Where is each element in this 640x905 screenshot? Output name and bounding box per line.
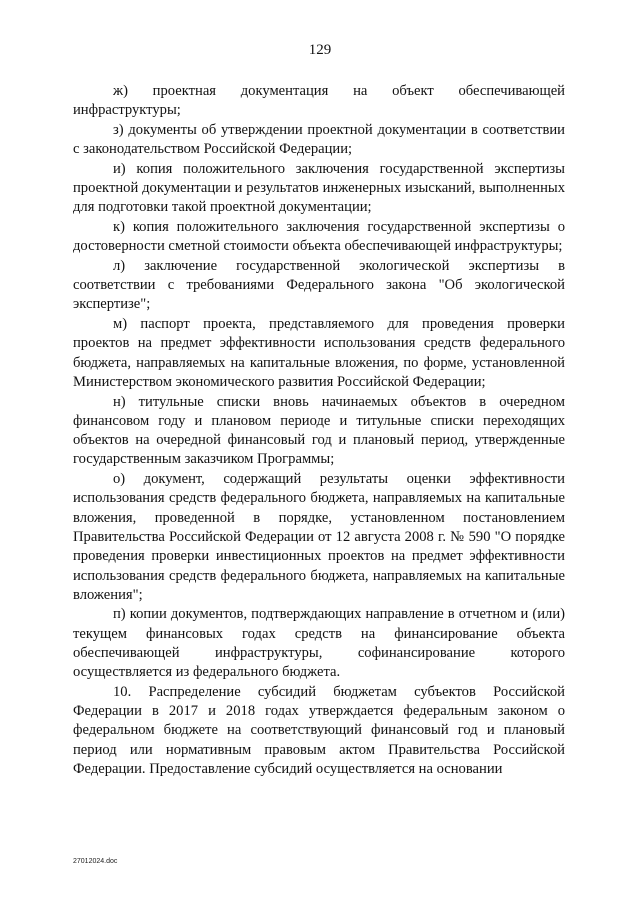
document-body <box>73 82 565 780</box>
paragraph-i: и) копия положительного заключения государственной экспертизы проектной документации и результатов инженерных изысканий, выполненных для подготовки такой проектной документации; <box>73 160 565 216</box>
paragraph-n: н) титульные списки вновь начинаемых объектов в очередном финансовом году и плановом периоде и титульные списки переходящих объектов на очередной финансовый год и плановый период, утвержденные государственным заказчиком Программы; <box>73 393 565 468</box>
paragraph-o: о) документ, содержащий результаты оценки эффективности использования средств федерального бюджета, направляемых на капитальные вложения, проведенной в порядке, установленном постановлением Правительства Российской Федерации от 12 августа 2008 г. № 590 "О порядке проведения проверки инвестиционных проектов на предмет эффективности использования средств федерального бюджета, направляемых на капитальные вложения"; <box>73 471 565 603</box>
paragraph-l: л) заключение государственной экологической экспертизы в соответствии с требованиями Федерального закона "Об экологической экспертизе"; <box>73 257 565 313</box>
paragraph-z: з) документы об утверждении проектной документации в соответствии с законодательством Российской Федерации; <box>73 121 565 158</box>
paragraph-zh: ж) проектная документация на объект обеспечивающей инфраструктуры; <box>73 83 565 119</box>
page-number: 129 <box>308 42 332 58</box>
paragraph-p: п) копии документов, подтверждающих направление в отчетном и (или) текущем финансовых годах средств на финансирование объекта обеспечивающей инфраструктуры, софинансирование которого осуществляется из федерального бюджета. <box>73 606 565 681</box>
file-name-footer: 27012024.doc <box>73 858 118 865</box>
paragraph-k: к) копия положительного заключения государственной экспертизы о достоверности сметной стоимости объекта обеспечивающей инфраструктуры; <box>73 218 565 255</box>
paragraph-10: 10. Распределение субсидий бюджетам субъектов Российской Федерации в 2017 и 2018 годах утверждается федеральным законом о федеральном бюджете на соответствующий финансовый год и плановый период или нормативным правовым актом Правительства Российской Федерации. Предоставление субсидий осуществляется на основании <box>73 683 565 778</box>
paragraph-m: м) паспорт проекта, представляемого для проведения проверки проектов на предмет эффективности использования средств федерального бюджета, направляемых на капитальные вложения, по форме, установленной Министерством экономического развития Российской Федерации; <box>73 316 565 390</box>
